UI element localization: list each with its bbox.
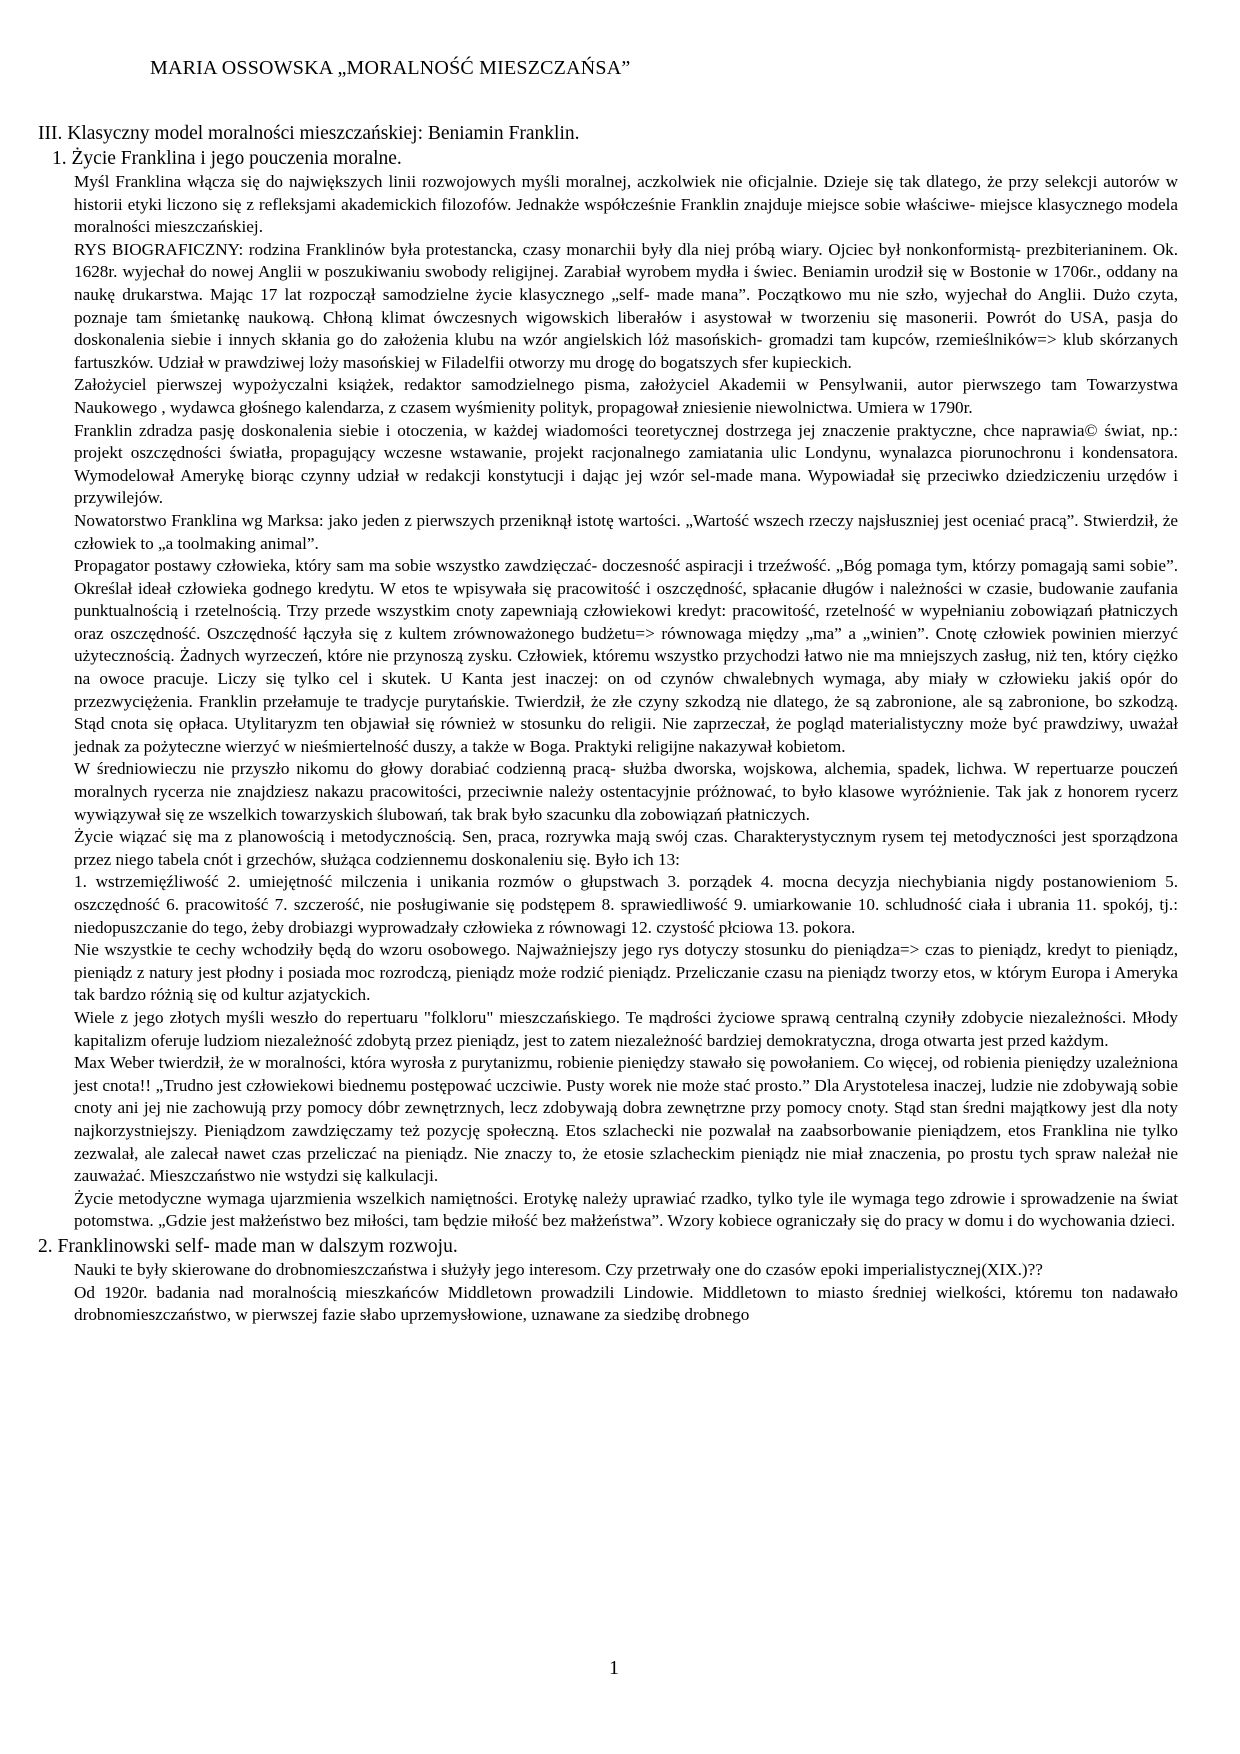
document-body bbox=[38, 121, 1178, 1327]
paragraph: Wiele z jego złotych myśli weszło do repertuaru "folkloru" mieszczańskiego. Te mądrości życiowe sprawą centralną czyniły zdobycie niezależności. Młody kapitalizm oferuje ludziom niezależność zdobytą przez pieniądz, jest to zatem niezależność bardziej demokratyczna, droga otwarta jest przed każdym. bbox=[74, 1007, 1178, 1050]
virtues-list: 1. wstrzemięźliwość 2. umiejętność milczenia i unikania rozmów o głupstwach 3. porządek 4. mocna decyzja niechybiania nigdy postanowieniom 5. oszczędność 6. pracowitość 7. szczerość, nie posługiwanie się podstępem 8. sprawiedliwość 9. umiarkowanie 10. schludność ciała i ubrania 11. spokój, tj.: niedopuszczanie do tego, żeby drobiazgi wyprowadzały człowieka z równowagi 12. czystość płciowa 13. pokora. bbox=[74, 872, 1178, 937]
paragraph: Nie wszystkie te cechy wchodziły będą do wzoru osobowego. Najważniejszy jego rys dotyczy stosunku do pieniądza=> czas to pieniądz, kredyt to pieniądz, pieniądz z natury jest płodny i posiada moc rozrodczą, pieniądz może rodzić pieniądz. Przeliczanie czasu na pieniądz tworzy etos, w którym Europa i Ameryka tak bardzo różnią się od kultur azjatyckich. bbox=[74, 940, 1178, 1005]
paragraph: Nowatorstwo Franklina wg Marksa: jako jeden z pierwszych przeniknął istotę wartości. „Wartość wszech rzeczy najsłuszniej jest oceniać pracą”. Stwierdził, że człowiek to „a toolmaking animal”. bbox=[74, 510, 1178, 553]
paragraph: RYS BIOGRAFICZNY: rodzina Franklinów była protestancka, czasy monarchii były dla niej próbą wiary. Ojciec był nonkonformistą- prezbiterianinem. Ok. 1628r. wyjechał do nowej Anglii w poszukiwaniu swobody religijnej. Zarabiał wyrobem mydła i świec. Beniamin urodził się w Bostonie w 1706r., oddany na naukę drukarstwa. Mając 17 lat rozpoczął samodzielne życie klasycznego „self- made mana”. Początkowo mu nie szło, wyjechał do Anglii. Dużo czyta, poznaje tam śmietankę naukową. Chłoną klimat ówczesnych wigowskich liberałów i asystował w tworzeniu się masonerii. Powrót do USA, pasja do doskonalenia siebie i innych skłania go do założenia klubu na wzór angielskich lóż masońskich- gromadzi tam kupców, rzemieślników=> klub skórzanych fartuszków. Udział w prawdziwej loży masońskiej w Filadelfii otworzy mu drogę do bogatszych sfer kupieckich. bbox=[74, 239, 1178, 372]
paragraph: Od 1920r. badania nad moralnością mieszkańców Middletown prowadzili Lindowie. Middletown to miasto średniej wielkości, któremu ton nadawało drobnomieszczaństwo, w pierwszej fazie słabo uprzemysłowione, uznawane za siedzibę drobnego bbox=[74, 1282, 1178, 1325]
paragraph: Nauki te były skierowane do drobnomieszczaństwa i służyły jego interesom. Czy przetrwały one do czasów epoki imperialistycznej(XIX.)?? bbox=[74, 1259, 1043, 1279]
chapter-heading: III. Klasyczny model moralności mieszczańskiej: Beniamin Franklin. bbox=[38, 123, 580, 144]
paragraph: Franklin zdradza pasję doskonalenia siebie i otoczenia, w każdej wiadomości teoretycznej dostrzega jej znaczenie praktyczne, chce naprawia© świat, np.: projekt oszczędności światła, propagujący wczesne wstawanie, projekt racjonalnego zamiatania ulic Londynu, wynalazca piorunochronu i kondensatora. Wymodelował Amerykę biorąc czynny udział w redakcji konstytucji i dając jej wzór sel-made mana. Wypowiadał się przeciwko dziedziczeniu urzędów i przywilejów. bbox=[74, 420, 1178, 508]
paragraph: Propagator postawy człowieka, który sam ma sobie wszystko zawdzięczać- doczesność aspiracji i trzeźwość. „Bóg pomaga tym, którzy pomagają sami sobie”. Określał ideał człowieka godnego kredytu. W etos te wpisywała się pracowitość i oszczędność, spłacanie długów i należności w czasie, budowanie zaufania punktualnością i rzetelnością. Trzy przede wszystkim cnoty zapewniają człowiekowi kredyt: pracowitość, rzetelność w wypełnianiu zobowiązań płatniczych oraz oszczędność. Oszczędność łączyła się z kultem zrównoważonego budżetu=> równowaga między „ma” a „winien”. Cnotę człowiek powinien mierzyć użytecznością. Żadnych wyrzeczeń, które nie przynoszą zysku. Człowiek, któremu wszystko przychodzi łatwo nie ma mniejszych zasług, niż ten, który ciężko na owoce pracuje. Liczy się tylko cel i skutek. U Kanta jest inaczej: on od czynów chwalebnych wymaga, aby miały w człowieku jakiś opór do przezwyciężenia. Franklin przełamuje te tradycje purytańskie. Twierdził, że złe czyny szkodzą nie dlatego, że są zabronione, ale są zabronione, bo szkodzą. Stąd cnota się opłaca. Utylitaryzm ten objawiał się również w stosunku do religii. Nie zaprzeczał, że pogląd materialistyczny może być prawdziwy, uważał jednak za pożyteczne wierzyć w nieśmiertelność duszy, a także w Boga. Praktyki religijne nakazywał kobietom. bbox=[74, 556, 1178, 756]
paragraph: Życie metodyczne wymaga ujarzmienia wszelkich namiętności. Erotykę należy uprawiać rzadko, tylko tyle ile wymaga tego zdrowie i sprowadzenie na świat potomstwa. „Gdzie jest małżeństwo bez miłości, tam będzie miłość bez małżeństwa”. Wzory kobiece ograniczały się do pracy w domu i do wychowania dzieci. bbox=[74, 1188, 1178, 1231]
paragraph: W średniowieczu nie przyszło nikomu do głowy dorabiać codzienną pracą- służba dworska, wojskowa, alchemia, spadek, lichwa. W repertuarze pouczeń moralnych rycerza nie znajdziesz nakazu pracowitości, przeciwnie należy ostentacyjnie próżnować, to było klasowe wyróżnienie. Tak jak z honorem rycerz wywiązywał się ze wszelkich towarzyskich ślubowań, tak brak było szacunku dla zobowiązań płatniczych. bbox=[74, 759, 1178, 824]
page-number: 1 bbox=[609, 1657, 619, 1679]
paragraph: Myśl Franklina włącza się do największych linii rozwojowych myśli moralnej, aczkolwiek nie oficjalnie. Dzieje się tak dlatego, że przy selekcji autorów w historii etyki liczono się z refleksjami akademickich filozofów. Jednakże współcześnie Franklin znajduje miejsce sobie właściwe- miejsce klasycznego modela moralności mieszczańskiej. bbox=[74, 172, 1178, 237]
paragraph: Życie wiązać się ma z planowością i metodycznością. Sen, praca, rozrywka mają swój czas. Charakterystycznym rysem tej metodyczności jest sporządzona przez niego tabela cnót i grzechów, służąca codziennemu doskonaleniu się. Było ich 13: bbox=[74, 827, 1178, 869]
section-heading-1: 1. Życie Franklina i jego pouczenia moralne. bbox=[52, 148, 402, 169]
paragraph: Założyciel pierwszej wypożyczalni książek, redaktor samodzielnego pisma, założyciel Akademii w Pensylwanii, autor pierwszego tam Towarzystwa Naukowego , wydawca głośnego kalendarza, z czasem wyśmienity polityk, propagował zniesienie niewolnictwa. Umiera w 1790r. bbox=[74, 375, 1178, 417]
section-heading-2: 2. Franklinowski self- made man w dalszym rozwoju. bbox=[38, 1235, 458, 1257]
paragraph: Max Weber twierdził, że w moralności, która wyrosła z purytanizmu, robienie pieniędzy stawało się powołaniem. Co więcej, od robienia pieniędzy uzależniona jest cnota!! „Trudno jest człowiekowi biednemu postępować uczciwie. Pusty worek nie może stać prosto.” Dla Arystotelesa inaczej, ludzie nie zdobywają sobie cnoty ani jej nie zachowują przy pomocy dóbr zewnętrznych, lecz zdobywają dobra zewnętrzne przy pomocy cnoty. Stąd stan średni majątkowy jest dla noty najkorzystniejszy. Pieniądzom zawdzięczamy też pozycję społeczną. Etos szlachecki nie pozwalał na zaabsorbowanie pieniądzem, etos Franklina nie tylko zezwalał, ale zalecał nawet czas przeliczać na pieniądz. Nie znaczy to, że etosie szlacheckim pieniądz nie miał znaczenia, po prostu tych spraw należał nie zauważać. Mieszczaństwo nie wstydzi się kalkulacji. bbox=[74, 1053, 1178, 1186]
document-title: MARIA OSSOWSKA „MORALNOŚĆ MIESZCZAŃSA” bbox=[150, 57, 631, 79]
